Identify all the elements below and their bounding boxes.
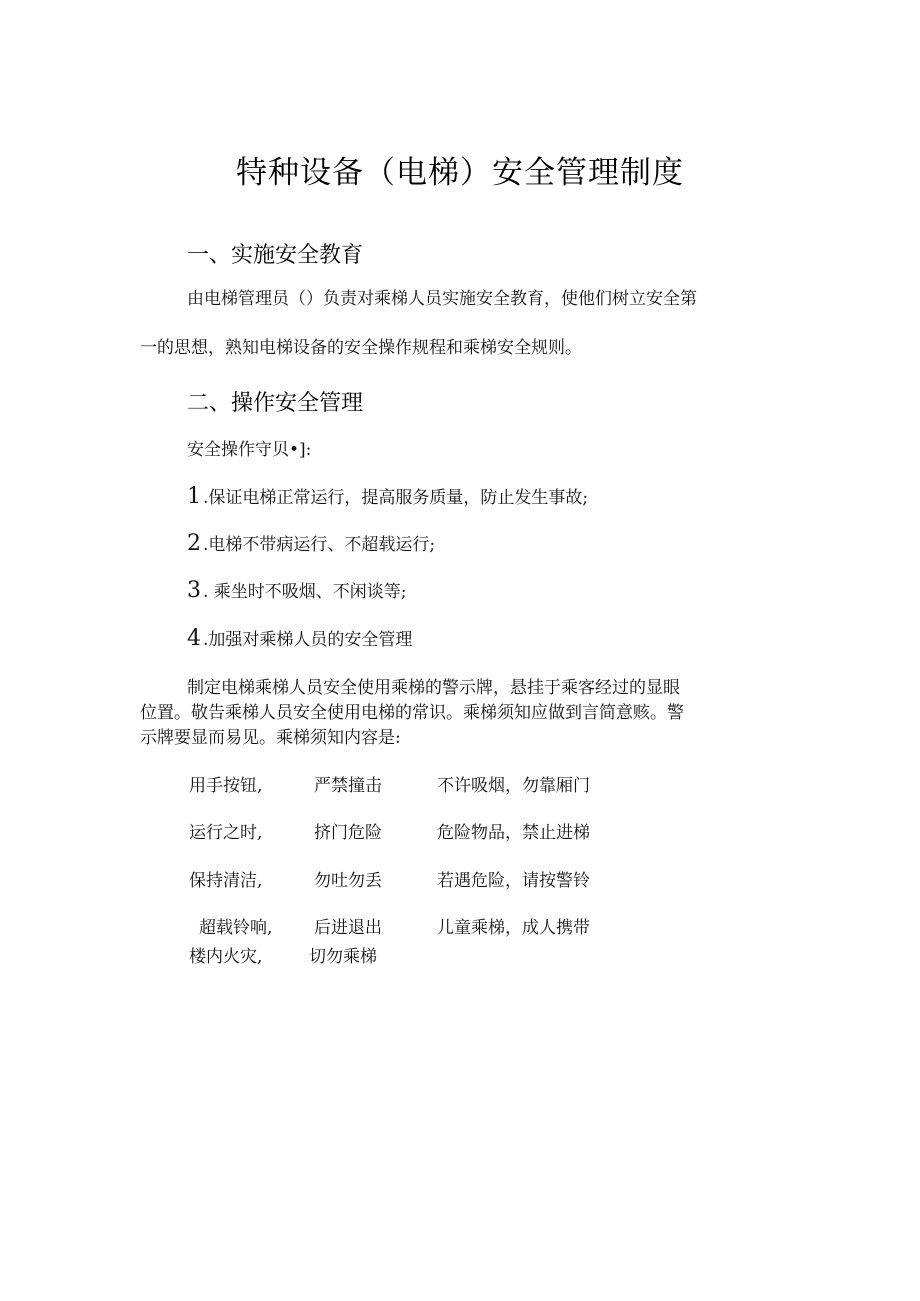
notice-cell: 儿童乘梯，成人携带 xyxy=(437,918,590,938)
section-1-paragraph-line-2: 一的思想，熟知电梯设备的安全操作规程和乘梯安全规则。 xyxy=(140,338,582,358)
list-item-text: .电梯不带病运行、不超载运行; xyxy=(203,535,436,555)
notice-cell: 超载铃响, xyxy=(199,918,273,938)
safety-rules-intro: 安全操作守贝•]: xyxy=(187,440,312,460)
notice-cell: 严禁撞击 xyxy=(314,776,382,796)
list-item-number: 2 xyxy=(187,531,201,556)
list-item xyxy=(187,579,407,604)
notice-cell: 若遇危险，请按警铃 xyxy=(437,871,590,891)
notice-cell: 后进退出 xyxy=(314,918,382,938)
notice-cell: 楼内火灾, xyxy=(189,947,263,967)
section-2-heading: 二、操作安全管理 xyxy=(187,391,364,416)
notice-cell: 危险物品，禁止进梯 xyxy=(437,823,590,843)
notice-cell: 运行之时, xyxy=(189,823,263,843)
notice-cell: 挤门危险 xyxy=(314,823,382,843)
section-1-heading: 一、实施安全教育 xyxy=(187,243,364,268)
notice-cell: 不许吸烟，勿靠厢门 xyxy=(437,776,590,796)
notice-cell: 保持清洁, xyxy=(189,871,263,891)
notice-cell: 切勿乘梯 xyxy=(309,947,377,967)
list-item-text: . 乘坐时不吸烟、不闲谈等; xyxy=(203,582,407,602)
list-item xyxy=(187,485,588,510)
list-item xyxy=(187,627,412,652)
list-item-number: 3 xyxy=(187,578,201,603)
warning-paragraph-line-1: 制定电梯乘梯人员安全使用乘梯的警示牌，悬挂于乘客经过的显眼 xyxy=(187,678,680,698)
warning-paragraph-line-2: 位置。敬告乘梯人员安全使用电梯的常识。乘梯须知应做到言简意赅。警 xyxy=(140,703,684,723)
notice-cell: 勿吐勿丢 xyxy=(314,871,382,891)
list-item xyxy=(187,532,435,557)
list-item-number: 1 xyxy=(187,484,201,509)
list-item-number: 4 xyxy=(187,626,201,651)
notice-cell: 用手按钮, xyxy=(189,776,263,796)
section-1-paragraph-line-1: 由电梯管理员（）负责对乘梯人员实施安全教育，使他们树立安全第 xyxy=(187,289,697,309)
list-item-text: .加强对乘梯人员的安全管理 xyxy=(203,630,413,650)
document-title: 特种设备（电梯）安全管理制度 xyxy=(236,155,684,191)
list-item-text: .保证电梯正常运行，提高服务质量，防止发生事故; xyxy=(203,488,589,508)
warning-paragraph-line-3: 示牌要显而易见。乘梯须知内容是: xyxy=(140,728,401,748)
